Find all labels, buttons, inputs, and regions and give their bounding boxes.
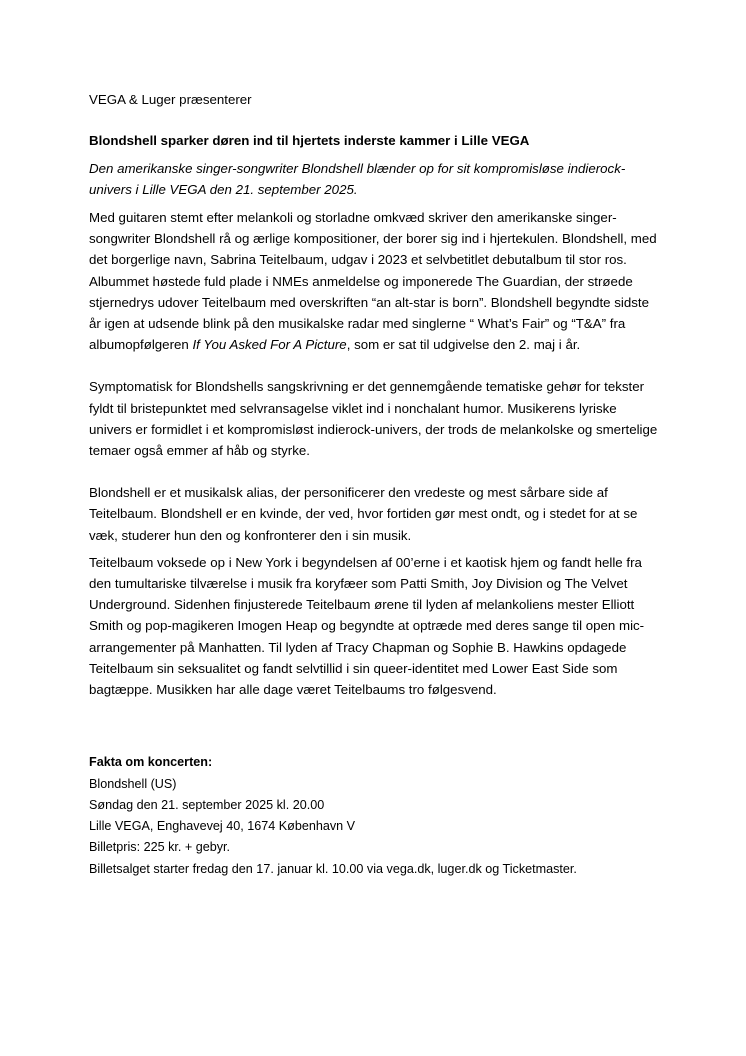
paragraph-spacer [89,461,661,482]
facts-title: Fakta om koncerten: [89,755,213,770]
body-paragraph-2: Symptomatisk for Blondshells sangskrivning er det gennemgående tematiske gehør for tekster fyldt til bristepunktet med selvransagelse viklet ind i nonchalant humor. Musikerens lyriske univers er formidlet i et kompromisløst indierock-univers, der trods de melankolske og smertelige temaer også emmer af håb og styrke. [89,379,658,459]
body-paragraph-3: Blondshell er et musikalsk alias, der personificerer den vredeste og mest sårbare side af Teitelbaum. Blondshell er en kvinde, der ved, hvor fortiden gør mest ondt, og i stedet for at se væk, studerer hun den og konfronterer den i sin musik. [89,485,638,543]
paragraph-1-text: Med guitaren stemt efter melankoli og storladne omkvæd skriver den amerikanske singer-songwriter Blondshell rå og ærlige kompositioner, der borer sig ind i hjertekulen. Blondshell, med det borgerlige navn, Sabrina Teitelbaum, udgav i 2023 et selvbetitlet debutalbum til stor ros. Albummet høstede fuld plade i NMEs anmeldelse og imponerede The Guardian, der strøede stjernedrys udover Teitelbaum med overskriften “an alt-star is born”. Blondshell begyndte sidste år igen at udsende blink på den musikalske radar med singlerne “ What’s Fair” og “T&A” fra albumopfølgeren [89,210,657,353]
press-headline: Blondshell sparker døren ind til hjertets inderste kammer i Lille VEGA [89,133,530,148]
album-title: If You Asked For A Picture [192,337,347,353]
body-paragraph-4: Teitelbaum voksede op i New York i begyndelsen af 00’erne i et kaotisk hjem og fandt helle fra den tumultariske tilværelse i musik fra koryfæer som Patti Smith, Joy Division og The Velvet Underground. Sidenhen finjusterede Teitelbaum ørene til lyden af melankoliens mester Elliott Smith og pop-magikeren Imogen Heap og begyndte at optræde med deres sange til open mic-arrangementer på Manhatten. Til lyden af Tracy Chapman og Sophie B. Hawkins opdagede Teitelbaum sin seksualitet og fandt selvtillid i sin queer-identitet med Lower East Side som bagtæppe. Musikken har alle dage været Teitelbaums tro følgesvend. [89,554,645,698]
facts-date: Søndag den 21. september 2025 kl. 20.00 [89,797,325,812]
document-body [89,91,661,880]
facts-artist: Blondshell (US) [89,776,177,791]
body-paragraph-1 [89,207,661,355]
facts-price: Billetpris: 225 kr. + gebyr. [89,840,231,855]
paragraph-spacer [89,355,661,376]
presenter-line: VEGA & Luger præsenterer [89,92,252,107]
concert-facts [89,752,661,880]
facts-venue: Lille VEGA, Enghavevej 40, 1674 København V [89,819,356,834]
facts-sales: Billetsalget starter fredag den 17. januar kl. 10.00 via vega.dk, luger.dk og Ticketmaster. [89,861,577,876]
paragraph-1-text-end: , som er sat til udgivelse den 2. maj i år. [346,337,581,353]
lead-paragraph: Den amerikanske singer-songwriter Blondshell blænder op for sit kompromisløse indierock-univers i Lille VEGA den 21. september 2025. [89,161,626,197]
